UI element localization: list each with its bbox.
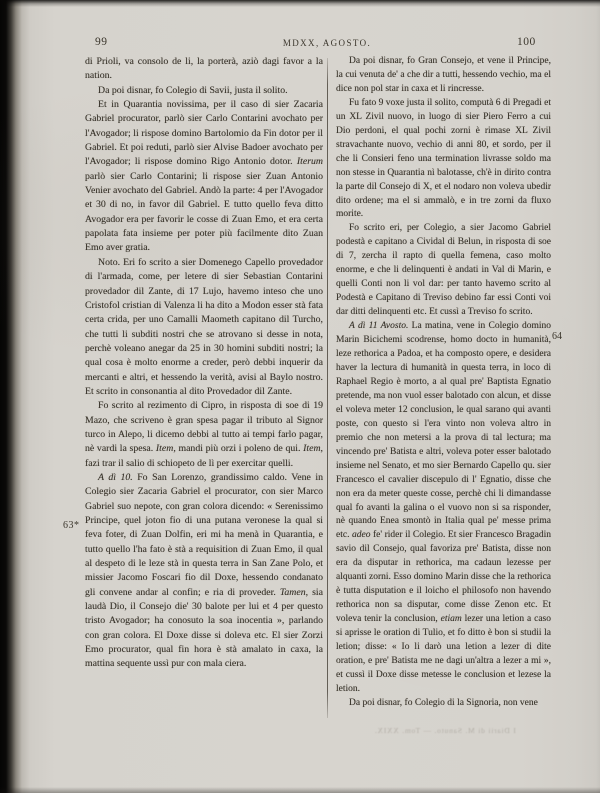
- text-segment: Fo San Lorenzo, grandissimo caldo. Vene in Colegio sier Zacaria Gabriel el procurator, con sier Marco Gabriel suo nepote, con gran colora dicendo: « Serenissimo Principe, quel joton fio di una putana veronese la qual si feva foter, di Zuan Dolfin, eri mi ha menà in Quarantia, e tutto quello l'ha fato è stà a requisition di Zuan Emo, il qual al despeto di le leze stà in questa terra in San Zane Polo, et missier Jacomo Foscari fio dil Doxe, hessendo condanato gli convene andar al confin; e ria di proveder.: [85, 471, 323, 598]
- text-segment: Et in Quarantia novissima, per il caso di sier Zacaria Gabriel procurator, parlò sier Carlo Contarini avochato per l'Avogador; li rispose domino Bartolomio da Fin dotor per il Gabriel. Et poi reduti, parlò sier Alvise Badoer avochato per l'Avogador; li rispose domino Rigo Antonio dotor.: [85, 99, 323, 168]
- italic-text-segment: Item: [303, 443, 321, 455]
- paragraph: [85, 256, 323, 399]
- italic-text-segment: adeo: [351, 530, 371, 541]
- text-segment: Da poi disnar, fo Colegio di Savii, justa il solito.: [98, 84, 288, 96]
- page-number-right: 100: [517, 36, 536, 48]
- paragraph: [336, 320, 551, 697]
- paragraph: [85, 471, 323, 672]
- text-segment: Da poi disnar, fo Gran Consejo, et vene il Principe, la cui venuta de' a che dir a tutti, hessendo vechio, ma el dice non pol star in caxa et li rincresse.: [336, 56, 551, 94]
- text-segment: fe' rider il Colegio. Et sier Francesco Bragadin savio dil Consejo, qual favoriza pre' Batista, disse non era da disputar in rethorica, ma cadaun lezesse per alquanti zorni. Esso domino Marin disse che la rethorica è tutta disputation e il loicho el philosofo non havendo rethorica non sa disputar, come disse Zenon etc. Et voleva tenir la conclusion,: [336, 530, 551, 625]
- paragraph: [336, 97, 551, 223]
- column-divider-rule: [327, 58, 328, 718]
- italic-text-segment: Iterum: [296, 156, 323, 168]
- italic-text-segment: etiam: [440, 614, 462, 625]
- text-segment: lezer una letion a caso si aprisse le oration di Tulio, et fo ditto è bon si studii la letion; disse: « Io li darò una letion a lezer di dite oration, e pre' Batista me ne dagi un'altra a lezer a mi », et cussì il Doxe disse metesse le conclusion et lezese la letion.: [336, 614, 552, 694]
- ink-bleed-through-footer: I Diarii di M. Sanuto. — Tom. XXIX.: [374, 726, 516, 735]
- paragraph: [85, 84, 323, 98]
- text-segment: Fo scrito al rezimento di Cipro, in risposta di soe di 19 Mazo, che scriveno è gran spesa pagar il tributo al Signor turco in Alepo, li dicemo debbi al tutto ai tempi farlo pagar, nè vardi la spesa.: [85, 400, 323, 455]
- text-segment: La matina, vene in Colegio domino Marin Bicichemi scodrense, homo docto in humanità, leze rethorica a Padoa, et ha composto opere, e desidera haver la lectura di humanità in questa terra, in loco di Raphael Regio è morto, a al qual pre' Baptista Egnatio pretende, ma non vuol esser balotado con alcun, et disse el voleva meter 12 conclusion, le qual sarano qui avanti poste, con questo si l'era vinto non voleva altro in premio che non metersi a la prova di tal lectura; ma vincendo pre' Batista e altri, voleva poter esser balotado insieme nel Senato, et mo sier Bernardo Capello qu. sier Francesco el cavalier discepulo di l' Egnatio, disse che non era da meter queste cosse, perchè chi li dimandasse qual fo avanti la galina o el vuovo non si sa risponder, nè quando Enea smontò in Italia qual pe' messe prima etc.: [336, 321, 551, 541]
- paragraph: [336, 697, 551, 711]
- text-segment: parlò sier Carlo Contarini; li rispose sier Zuan Antonio Venier avochato del Gabriel. Andò la parte: 4 per l'Avogador et 30 di no, in favor dil Gabriel. E tutto quello feva ditto Avogador era per favorir le cosse di Zuan Emo, et era certa papolata fata insieme per poter più facilmente dito Zuan Emo aver gratia.: [85, 170, 323, 254]
- text-segment: , fazi trar il salio di schiopeto de lì per exercitar quelli.: [85, 443, 323, 469]
- italic-text-segment: A dì 11 Avosto.: [349, 321, 409, 332]
- right-text-column: [336, 55, 551, 711]
- margin-folio-note-right: 64: [552, 331, 562, 342]
- italic-text-segment: Tamen: [279, 586, 306, 598]
- running-header-title: MDXX, AGOSTO.: [282, 38, 372, 48]
- italic-text-segment: A dì 10.: [98, 471, 133, 483]
- text-segment: Fo scrito eri, per Colegio, a sier Jacomo Gabriel podestà e capitano a Cividal di Belun, in risposta di soe di 7, zercha il rapto di quella femena, caso molto enorme, e che li delinquenti è andati in Val di Marin, e quelli Conti non li vol dar: per tanto havemo scrito al Podestà e Capitano di Treviso debino far essi Conti voi dar ditti delinquenti etc. Et cussì a Treviso fo scrito.: [336, 223, 551, 318]
- text-segment: Noto. Eri fo scrito a sier Domenego Capello provedador di l'armada, come, per letere di sier Sebastian Contarini provedador dil Zante, di 17 Lujo, havemo inteso che uno Cristofol cristian di Valenza li ha dito a Modon esser stà fata certa crida, per uno Camalli Maometh capitano dil Turcho, che tutti li subditi nostri che se atrovano si desse in nota, perchè voleano anegar da 25 in 30 homini subditi nostri; la qual cosa è molto enorme a creder, però debbi inquerir da mercanti e altri, et hessendo la verità, avisi al Baylo nostro. Et scrito in consonantia al dito Provedador dil Zante.: [85, 256, 323, 397]
- margin-folio-note-left: 63*: [63, 520, 80, 531]
- paragraph: [336, 55, 551, 97]
- text-segment: di Prioli, va consolo de li, la porterà, aziò dagi favor a la nation.: [85, 56, 323, 82]
- paragraph: [85, 399, 323, 471]
- paragraph: [85, 55, 323, 84]
- italic-text-segment: Item: [155, 443, 174, 455]
- text-segment: , sia laudà Dio, il Consejo die' 30 balote per lui et 4 per questo tristo Avogador; ha conosuto la soa inocentia », parlando con gran colora. El Doxe disse si doleva etc. El sier Zorzi Emo procurator, qual fin hora è stà amalato in caxa, la mattina sequente ussì pur con mala ciera.: [85, 586, 323, 670]
- page-number-left: 99: [95, 36, 108, 48]
- text-segment: , mandi più orzi i poleno de qui.: [173, 443, 304, 455]
- paragraph: [85, 98, 323, 256]
- text-segment: Da poi disnar, fo Colegio di la Signoria, non vene: [349, 697, 538, 708]
- paragraph: [336, 222, 551, 320]
- left-text-column: [85, 55, 323, 672]
- text-segment: Fu fato 9 voxe justa il solito, computà 6 di Pregadi et un XL Zivil nuovo, in luogo di sier Piero Ferro a cui Dio perdoni, el qual pochi zorni è rimase XL Zivil stravachante nuovo, vechio di anni 80, et sordo, per il che li Consieri feno una termination livrasse soldo ma non stesse in Quarantia nì balotasse, ch'è in dirito contra la parte dil Consejo di X, et el nodaro non voleva ubedir dito ordene; ma el si ammalò, e in tre zorni da fluxo morite.: [336, 97, 551, 220]
